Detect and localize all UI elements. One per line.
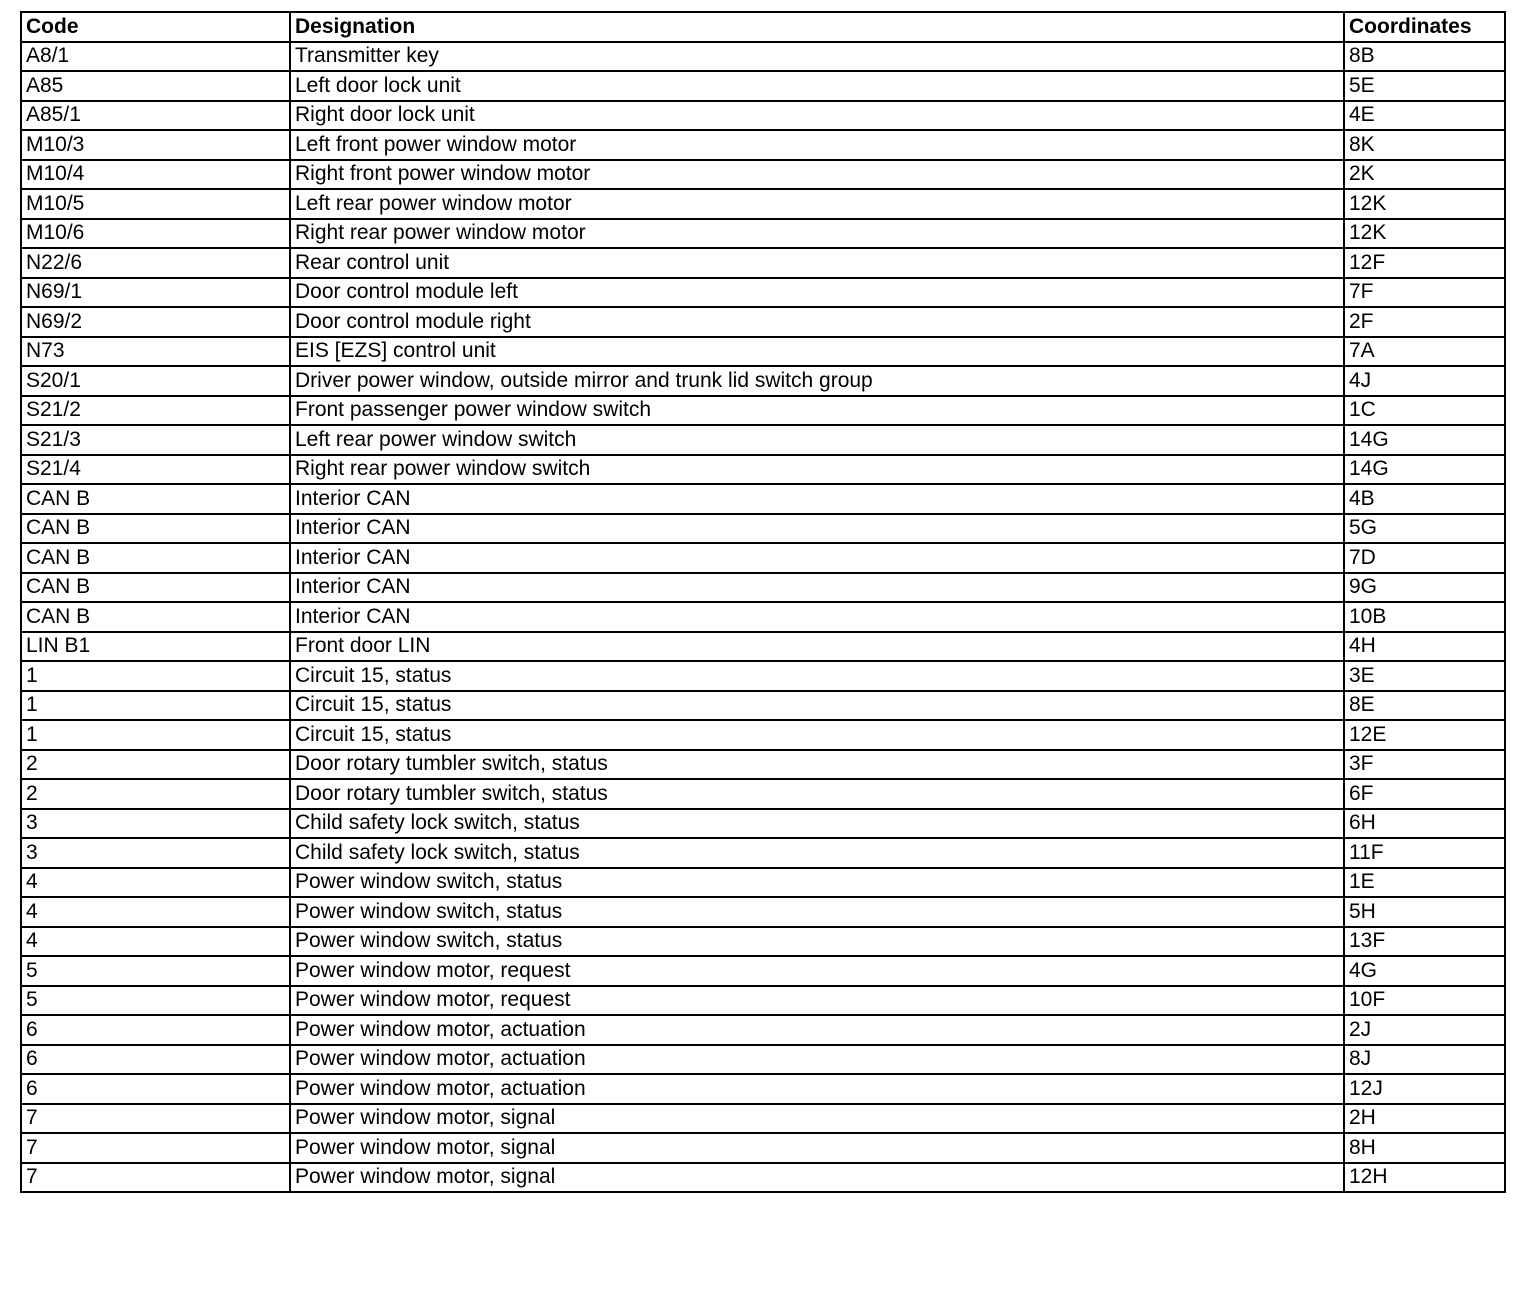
table-row <box>21 779 1505 809</box>
cell-code: 1 <box>21 661 290 691</box>
cell-coordinates: 9G <box>1344 573 1505 603</box>
table-row <box>21 986 1505 1016</box>
table-row <box>21 1015 1505 1045</box>
table-row <box>21 189 1505 219</box>
cell-designation: Left rear power window switch <box>290 425 1344 455</box>
cell-coordinates: 7A <box>1344 337 1505 367</box>
cell-code: M10/3 <box>21 130 290 160</box>
cell-code: 4 <box>21 927 290 957</box>
cell-code: 6 <box>21 1015 290 1045</box>
table-row <box>21 130 1505 160</box>
table-row <box>21 425 1505 455</box>
cell-designation: Power window motor, actuation <box>290 1074 1344 1104</box>
cell-designation: Power window motor, signal <box>290 1163 1344 1193</box>
cell-code: 3 <box>21 838 290 868</box>
table-row <box>21 632 1505 662</box>
table-row <box>21 514 1505 544</box>
cell-designation: Child safety lock switch, status <box>290 809 1344 839</box>
cell-code: A8/1 <box>21 42 290 72</box>
cell-code: 7 <box>21 1163 290 1193</box>
cell-code: CAN B <box>21 602 290 632</box>
cell-designation: Right front power window motor <box>290 160 1344 190</box>
table-row <box>21 720 1505 750</box>
cell-coordinates: 4B <box>1344 484 1505 514</box>
cell-coordinates: 13F <box>1344 927 1505 957</box>
cell-code: N73 <box>21 337 290 367</box>
cell-designation: Power window motor, actuation <box>290 1015 1344 1045</box>
table-row <box>21 691 1505 721</box>
cell-code: CAN B <box>21 543 290 573</box>
cell-designation: Circuit 15, status <box>290 661 1344 691</box>
cell-designation: Interior CAN <box>290 514 1344 544</box>
cell-designation: Power window motor, request <box>290 986 1344 1016</box>
cell-code: CAN B <box>21 573 290 603</box>
cell-code: 1 <box>21 720 290 750</box>
table-row <box>21 337 1505 367</box>
cell-coordinates: 4E <box>1344 101 1505 131</box>
cell-code: S21/3 <box>21 425 290 455</box>
cell-designation: Power window switch, status <box>290 868 1344 898</box>
cell-code: N69/1 <box>21 278 290 308</box>
cell-code: 5 <box>21 986 290 1016</box>
table-row <box>21 956 1505 986</box>
cell-code: A85/1 <box>21 101 290 131</box>
cell-coordinates: 3E <box>1344 661 1505 691</box>
cell-designation: Door control module right <box>290 307 1344 337</box>
cell-coordinates: 1E <box>1344 868 1505 898</box>
cell-code: CAN B <box>21 514 290 544</box>
cell-coordinates: 12E <box>1344 720 1505 750</box>
table-body <box>21 42 1505 1193</box>
table-row <box>21 1163 1505 1193</box>
table-row <box>21 1045 1505 1075</box>
cell-designation: Interior CAN <box>290 573 1344 603</box>
cell-code: M10/4 <box>21 160 290 190</box>
cell-coordinates: 2J <box>1344 1015 1505 1045</box>
cell-code: M10/5 <box>21 189 290 219</box>
table-row <box>21 897 1505 927</box>
cell-designation: Rear control unit <box>290 248 1344 278</box>
table-row <box>21 838 1505 868</box>
cell-designation: Left rear power window motor <box>290 189 1344 219</box>
cell-coordinates: 4G <box>1344 956 1505 986</box>
cell-code: 6 <box>21 1045 290 1075</box>
table-row <box>21 42 1505 72</box>
cell-designation: Child safety lock switch, status <box>290 838 1344 868</box>
cell-code: 7 <box>21 1104 290 1134</box>
cell-code: S21/2 <box>21 396 290 426</box>
table-row <box>21 868 1505 898</box>
cell-designation: Left front power window motor <box>290 130 1344 160</box>
header-code: Code <box>21 12 290 42</box>
cell-coordinates: 3F <box>1344 750 1505 780</box>
cell-designation: Right door lock unit <box>290 101 1344 131</box>
cell-coordinates: 5G <box>1344 514 1505 544</box>
cell-coordinates: 12F <box>1344 248 1505 278</box>
cell-code: A85 <box>21 71 290 101</box>
cell-designation: Interior CAN <box>290 602 1344 632</box>
cell-code: S21/4 <box>21 455 290 485</box>
header-designation: Designation <box>290 12 1344 42</box>
cell-code: 4 <box>21 868 290 898</box>
cell-designation: Circuit 15, status <box>290 691 1344 721</box>
cell-code: S20/1 <box>21 366 290 396</box>
cell-code: N69/2 <box>21 307 290 337</box>
cell-designation: Front passenger power window switch <box>290 396 1344 426</box>
cell-coordinates: 12H <box>1344 1163 1505 1193</box>
cell-coordinates: 7F <box>1344 278 1505 308</box>
cell-designation: EIS [EZS] control unit <box>290 337 1344 367</box>
cell-coordinates: 6H <box>1344 809 1505 839</box>
cell-code: N22/6 <box>21 248 290 278</box>
cell-designation: Right rear power window motor <box>290 219 1344 249</box>
cell-designation: Power window motor, signal <box>290 1104 1344 1134</box>
cell-coordinates: 14G <box>1344 425 1505 455</box>
table-row <box>21 1104 1505 1134</box>
cell-designation: Power window motor, actuation <box>290 1045 1344 1075</box>
cell-designation: Door rotary tumbler switch, status <box>290 779 1344 809</box>
cell-designation: Door rotary tumbler switch, status <box>290 750 1344 780</box>
cell-coordinates: 4H <box>1344 632 1505 662</box>
table-row <box>21 101 1505 131</box>
table-row <box>21 1074 1505 1104</box>
table-row <box>21 661 1505 691</box>
table-row <box>21 455 1505 485</box>
table-row <box>21 750 1505 780</box>
cell-code: 3 <box>21 809 290 839</box>
cell-code: M10/6 <box>21 219 290 249</box>
table-row <box>21 71 1505 101</box>
cell-coordinates: 8K <box>1344 130 1505 160</box>
table-row <box>21 1133 1505 1163</box>
cell-coordinates: 2K <box>1344 160 1505 190</box>
cell-code: 2 <box>21 779 290 809</box>
cell-coordinates: 2F <box>1344 307 1505 337</box>
cell-designation: Power window switch, status <box>290 897 1344 927</box>
cell-designation: Door control module left <box>290 278 1344 308</box>
cell-coordinates: 14G <box>1344 455 1505 485</box>
table-row <box>21 396 1505 426</box>
cell-code: CAN B <box>21 484 290 514</box>
cell-coordinates: 12K <box>1344 189 1505 219</box>
table-header-row <box>21 12 1505 42</box>
cell-designation: Power window switch, status <box>290 927 1344 957</box>
cell-designation: Driver power window, outside mirror and trunk lid switch group <box>290 366 1344 396</box>
cell-code: 4 <box>21 897 290 927</box>
table-row <box>21 248 1505 278</box>
cell-coordinates: 10B <box>1344 602 1505 632</box>
cell-coordinates: 12K <box>1344 219 1505 249</box>
cell-designation: Circuit 15, status <box>290 720 1344 750</box>
table-row <box>21 809 1505 839</box>
cell-designation: Left door lock unit <box>290 71 1344 101</box>
cell-coordinates: 6F <box>1344 779 1505 809</box>
table-row <box>21 927 1505 957</box>
component-table <box>20 11 1506 1193</box>
component-table-container <box>20 11 1506 1193</box>
table-row <box>21 278 1505 308</box>
table-row <box>21 602 1505 632</box>
table-row <box>21 543 1505 573</box>
cell-code: 7 <box>21 1133 290 1163</box>
cell-designation: Right rear power window switch <box>290 455 1344 485</box>
cell-coordinates: 8B <box>1344 42 1505 72</box>
table-row <box>21 160 1505 190</box>
table-row <box>21 484 1505 514</box>
cell-designation: Interior CAN <box>290 484 1344 514</box>
header-coordinates: Coordinates <box>1344 12 1505 42</box>
cell-code: 1 <box>21 691 290 721</box>
cell-coordinates: 10F <box>1344 986 1505 1016</box>
cell-designation: Transmitter key <box>290 42 1344 72</box>
cell-code: LIN B1 <box>21 632 290 662</box>
table-row <box>21 366 1505 396</box>
cell-code: 5 <box>21 956 290 986</box>
cell-coordinates: 8E <box>1344 691 1505 721</box>
cell-coordinates: 12J <box>1344 1074 1505 1104</box>
cell-designation: Power window motor, signal <box>290 1133 1344 1163</box>
table-row <box>21 307 1505 337</box>
table-row <box>21 573 1505 603</box>
cell-coordinates: 8H <box>1344 1133 1505 1163</box>
cell-designation: Front door LIN <box>290 632 1344 662</box>
cell-coordinates: 11F <box>1344 838 1505 868</box>
cell-coordinates: 5H <box>1344 897 1505 927</box>
table-row <box>21 219 1505 249</box>
cell-code: 6 <box>21 1074 290 1104</box>
cell-coordinates: 8J <box>1344 1045 1505 1075</box>
cell-designation: Power window motor, request <box>290 956 1344 986</box>
cell-coordinates: 7D <box>1344 543 1505 573</box>
cell-designation: Interior CAN <box>290 543 1344 573</box>
cell-code: 2 <box>21 750 290 780</box>
cell-coordinates: 5E <box>1344 71 1505 101</box>
cell-coordinates: 1C <box>1344 396 1505 426</box>
cell-coordinates: 2H <box>1344 1104 1505 1134</box>
cell-coordinates: 4J <box>1344 366 1505 396</box>
